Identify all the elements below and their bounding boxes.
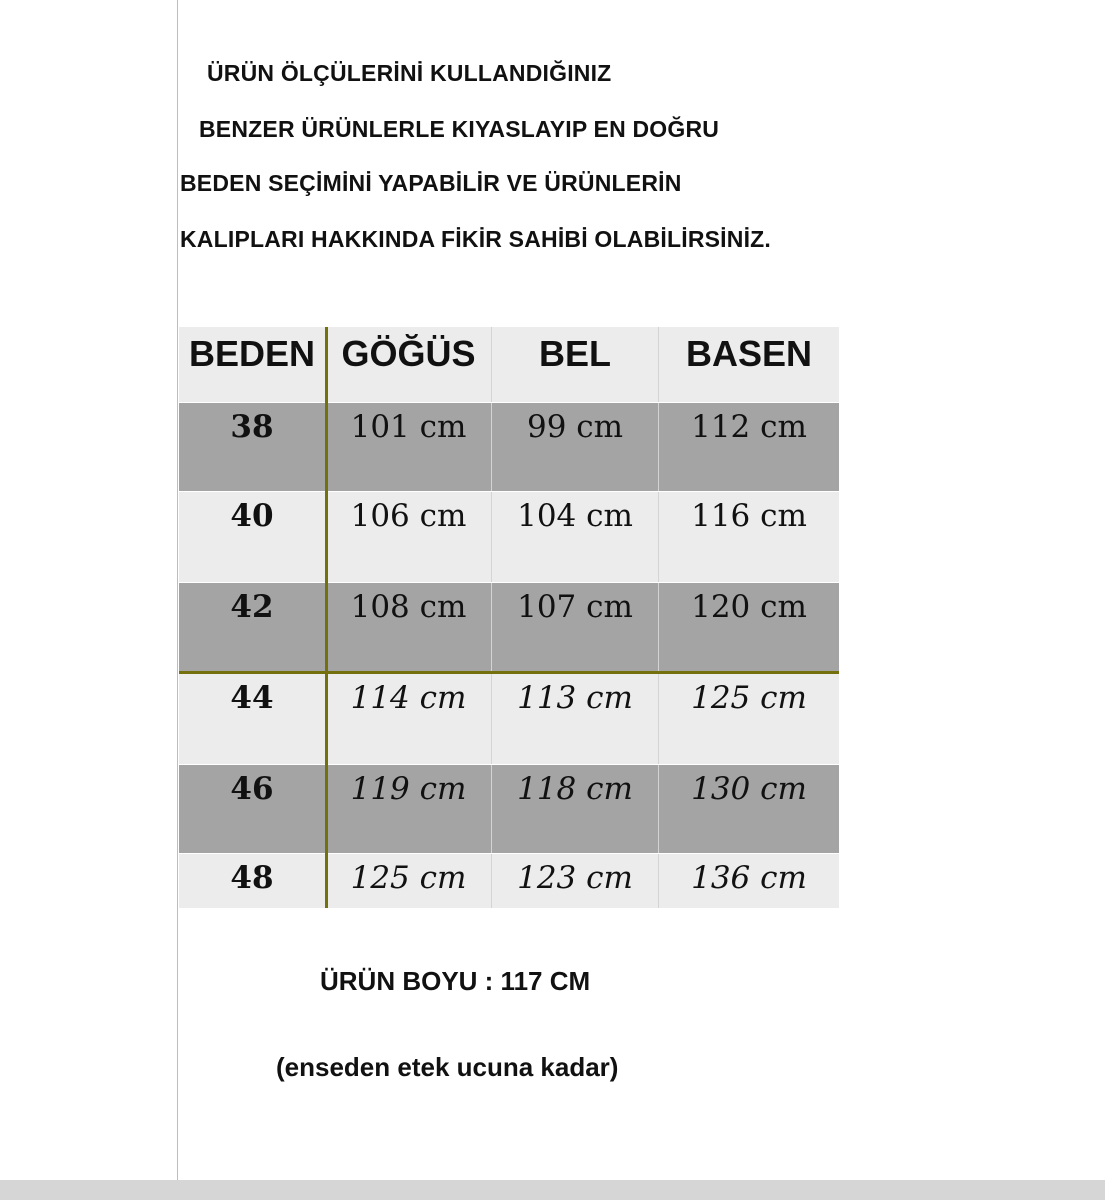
header-cell-beden: BEDEN	[179, 327, 326, 402]
hip-cell: 112 cm	[691, 409, 807, 445]
intro-line-4: KALIPLARI HAKKINDA FİKİR SAHİBİ OLABİLİRSİNİZ.	[180, 226, 771, 252]
chest-cell: 125 cm	[326, 854, 492, 908]
chest-cell: 101 cm	[326, 403, 492, 491]
chest-cell: 106 cm	[326, 492, 492, 582]
chest-cell: 108 cm	[326, 583, 492, 671]
size-cell: 38	[179, 403, 326, 491]
hip-cell: 130 cm	[691, 771, 807, 807]
waist-cell: 99 cm	[492, 403, 659, 491]
horizontal-scrollbar[interactable]	[0, 1180, 1105, 1200]
header-cell-gogus: GÖĞÜS	[326, 327, 492, 402]
hip-cell: 120 cm	[691, 589, 807, 625]
size-cell: 46	[179, 765, 326, 853]
table-horizontal-divider	[179, 671, 839, 674]
table-row	[179, 492, 839, 582]
table-row	[179, 854, 839, 908]
waist-cell: 118 cm	[492, 765, 659, 853]
hip-cell: 136 cm	[691, 860, 807, 896]
intro-line-1: ÜRÜN ÖLÇÜLERİNİ KULLANDIĞINIZ	[207, 60, 612, 86]
intro-line-2: BENZER ÜRÜNLERLE KIYASLAYIP EN DOĞRU	[199, 116, 720, 142]
intro-line-3: BEDEN SEÇİMİNİ YAPABİLİR VE ÜRÜNLERİN	[180, 170, 682, 196]
header-cell-basen: BASEN	[685, 333, 813, 374]
length-note: (enseden etek ucuna kadar)	[276, 1052, 619, 1082]
table-row	[179, 765, 839, 853]
page-margin-line	[177, 0, 178, 1180]
chest-cell: 114 cm	[326, 674, 492, 764]
waist-cell: 104 cm	[492, 492, 659, 582]
size-table	[179, 327, 839, 908]
product-length: ÜRÜN BOYU : 117 CM	[320, 966, 591, 996]
waist-cell: 123 cm	[492, 854, 659, 908]
chest-cell: 119 cm	[326, 765, 492, 853]
table-row	[179, 583, 839, 671]
size-cell: 44	[179, 674, 326, 764]
waist-cell: 113 cm	[492, 674, 659, 764]
table-vertical-divider	[325, 327, 328, 908]
hip-cell: 125 cm	[691, 680, 807, 716]
size-cell: 48	[179, 854, 326, 908]
size-cell: 40	[179, 492, 326, 582]
header-cell-bel: BEL	[492, 327, 659, 402]
table-row	[179, 403, 839, 491]
waist-cell: 107 cm	[492, 583, 659, 671]
hip-cell: 116 cm	[691, 498, 807, 534]
table-row	[179, 674, 839, 764]
size-cell: 42	[179, 583, 326, 671]
table-header-row	[179, 327, 839, 402]
